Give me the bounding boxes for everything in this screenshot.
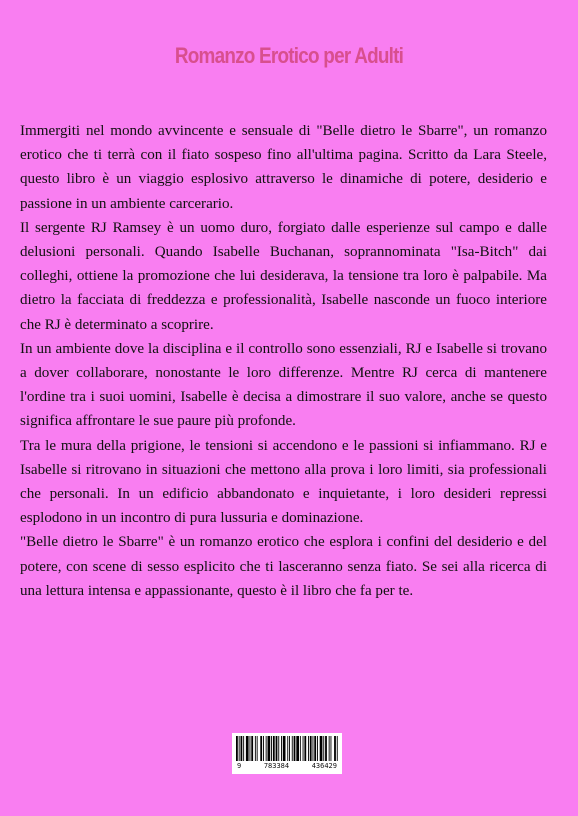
barcode-bar — [296, 736, 299, 761]
barcode-bar — [320, 736, 323, 761]
barcode-bar — [243, 736, 244, 761]
barcode-bar — [337, 736, 338, 761]
barcode-digit-group-1: 783384 — [263, 762, 290, 770]
barcode-bar — [304, 736, 306, 761]
barcode-bars — [236, 736, 338, 761]
barcode-bar — [310, 736, 312, 761]
barcode-bar — [325, 736, 327, 761]
barcode-bar — [263, 736, 264, 761]
barcode-bar — [303, 736, 304, 761]
barcode-bar — [273, 736, 275, 761]
barcode-bar — [255, 736, 256, 761]
barcode-bar — [317, 736, 318, 761]
barcode-digit-prefix: 9 — [237, 762, 242, 770]
blurb-paragraph-5: "Belle dietro le Sbarre" è un romanzo erotico che esplora i confini del desiderio e del potere, con scene di sesso esplicito che ti lasceranno senza fiato. Se sei alla ricerca di una lettura intensa e appassionante, questo è il libro che fa per te. — [20, 534, 547, 599]
barcode-bar — [251, 736, 253, 761]
barcode-bar — [292, 736, 293, 761]
blurb-paragraph-1: Immergiti nel mondo avvincente e sensuale di "Belle dietro le Sbarre", un romanzo erotico che ti terrà con il fiato sospeso fino all'ultima pagina. Scritto da Lara Steele, questo libro è un viaggio esplosivo attraverso le dinamiche di potere, desiderio e passione in un ambiente carcerario. — [20, 123, 547, 212]
barcode-bar — [241, 736, 243, 761]
barcode-bar — [268, 736, 271, 761]
barcode-bar — [283, 736, 286, 761]
barcode-bar — [281, 736, 282, 761]
barcode-bar — [289, 736, 290, 761]
barcode-bar — [334, 736, 336, 761]
isbn-barcode — [232, 733, 342, 774]
barcode-bar — [294, 736, 296, 761]
barcode-bar — [246, 736, 249, 761]
barcode-bar — [308, 736, 309, 761]
barcode-bar — [278, 736, 279, 761]
barcode-bar — [260, 736, 262, 761]
blurb-paragraph-2: Il sergente RJ Ramsey è un uomo duro, forgiato dalle esperienze sul campo e dalle delusioni personali. Quando Isabelle Buchanan, soprannominata "Isa-Bitch" dai colleghi, ottiene la promozione che lui desiderava, la tensione tra loro è palpabile. Ma dietro la facciata di freddezza e professionalità, Isabelle nasconde un fuoco interiore che RJ è determinato a scoprire. — [20, 219, 547, 333]
barcode-bar — [300, 736, 301, 761]
barcode-bar — [271, 736, 272, 761]
barcode-bar — [236, 736, 238, 761]
barcode-bar — [250, 736, 251, 761]
blurb-paragraph-4: Tra le mura della prigione, le tensioni si accendono e le passioni si infiammano. RJ e Isabelle si ritrovano in situazioni che mettono alla prova i loro limiti, sia professionali che personali. In un edificio abbandonato e inquietante, i loro desideri repressi esplodono in un incontro di pura lussuria e dominazione. — [20, 437, 547, 527]
barcode-digit-group-2: 436429 — [311, 762, 337, 770]
barcode-bar — [257, 736, 258, 761]
barcode-digits — [232, 762, 342, 770]
barcode-bar — [314, 736, 316, 761]
barcode-bar — [276, 736, 278, 761]
barcode-bar — [313, 736, 314, 761]
cover-tagline: Romanzo Erotico per Adulti — [174, 43, 404, 68]
barcode-bar — [323, 736, 324, 761]
blurb-paragraph-3: In un ambiente dove la disciplina e il controllo sono essenziali, RJ e Isabelle si trovano a dover collaborare, nonostante le loro differenze. Mentre RJ cerca di mantenere l'ordine tra i suoi uomini, Isabelle è decisa a dimostrare il suo valore, anche se questo significa affrontare le sue paure più profonde. — [20, 340, 547, 430]
barcode-bar — [331, 736, 332, 761]
barcode-bar — [287, 736, 288, 761]
barcode-bar — [329, 736, 330, 761]
blurb — [20, 119, 547, 603]
barcode-bar — [239, 736, 240, 761]
barcode-bar — [266, 736, 267, 761]
